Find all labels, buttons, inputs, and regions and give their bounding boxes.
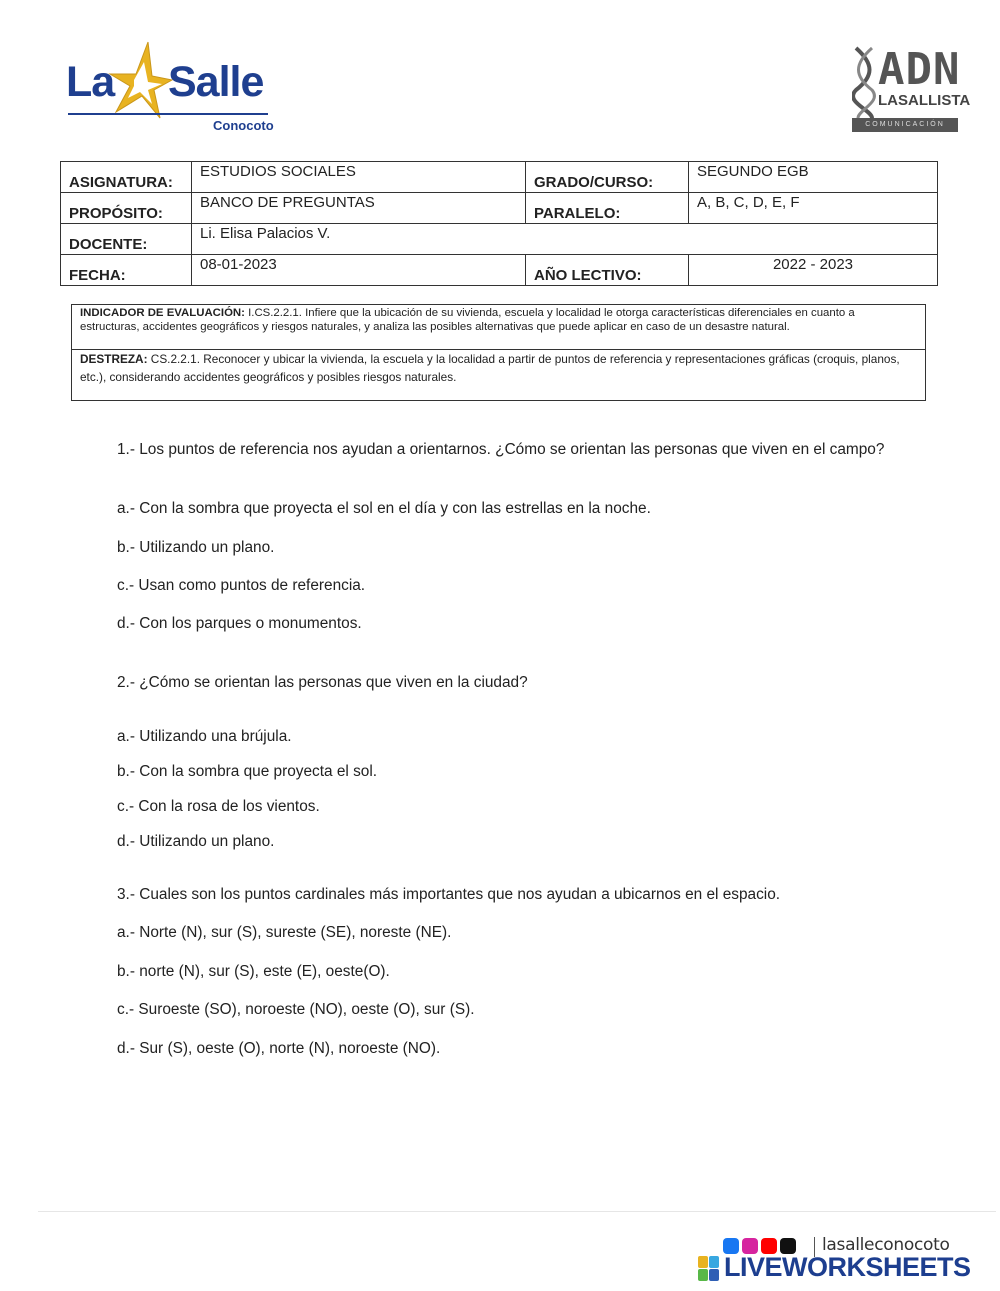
grado-label: GRADO/CURSO:	[526, 162, 689, 193]
anio-lectivo-label: AÑO LECTIVO:	[526, 255, 689, 286]
question-2-option-b[interactable]: b.- Con la sombra que proyecta el sol.	[117, 763, 378, 780]
question-2-prompt: 2.- ¿Cómo se orientan las personas que viven en la ciudad?	[117, 674, 528, 691]
course-info-table	[60, 161, 938, 286]
adn-text: ADN	[878, 44, 961, 95]
lasallista-text: LASALLISTA	[878, 92, 971, 109]
question-3-option-b[interactable]: b.- norte (N), sur (S), este (E), oeste(O).	[117, 963, 390, 980]
paralelo-value: A, B, C, D, E, F	[689, 193, 938, 224]
asignatura-value: ESTUDIOS SOCIALES	[192, 162, 526, 193]
paralelo-label: PARALELO:	[526, 193, 689, 224]
table-row	[61, 162, 938, 193]
proposito-value: BANCO DE PREGUNTAS	[192, 193, 526, 224]
comunicacion-band: COMUNICACIÓN	[852, 118, 958, 132]
table-row	[61, 255, 938, 286]
question-3-option-c[interactable]: c.- Suroeste (SO), noroeste (NO), oeste (O), sur (S).	[117, 1001, 475, 1018]
table-row	[61, 193, 938, 224]
dna-icon	[852, 46, 878, 120]
skill-label: DESTREZA:	[80, 352, 148, 366]
question-1-option-d[interactable]: d.- Con los parques o monumentos.	[117, 615, 362, 632]
table-row	[61, 224, 938, 255]
evaluation-indicator	[72, 305, 925, 350]
question-1-option-c[interactable]: c.- Usan como puntos de referencia.	[117, 577, 366, 594]
star-icon	[108, 40, 174, 120]
question-2-option-a[interactable]: a.- Utilizando una brújula.	[117, 728, 292, 745]
question-3-option-d[interactable]: d.- Sur (S), oeste (O), norte (N), noroeste (NO).	[117, 1040, 441, 1057]
fecha-value: 08-01-2023	[192, 255, 526, 286]
question-2-option-c[interactable]: c.- Con la rosa de los vientos.	[117, 798, 320, 815]
indicator-text: I.CS.2.2.1. Infiere que la ubicación de su vivienda, escuela y localidad le otorga características diferenciales en cuanto a estructuras, accidentes geográficos y riesgos naturales, y analiza las posibles alternativas que puede aplicar en caso de un desastre natural.	[80, 307, 855, 333]
question-3-prompt: 3.- Cuales son los puntos cardinales más importantes que nos ayudan a ubicarnos en el espacio.	[117, 886, 781, 903]
question-1-option-b[interactable]: b.- Utilizando un plano.	[117, 539, 275, 556]
question-1-prompt: 1.- Los puntos de referencia nos ayudan a orientarnos. ¿Cómo se orientan las personas que viven en el campo?	[117, 441, 885, 458]
skill-section	[72, 350, 925, 386]
indicator-label: INDICADOR DE EVALUACIÓN:	[80, 307, 245, 319]
grado-value: SEGUNDO EGB	[689, 162, 938, 193]
docente-value: Li. Elisa Palacios V.	[192, 224, 938, 255]
skill-text: CS.2.2.1. Reconocer y ubicar la vivienda, la escuela y la localidad a partir de puntos de referencia y representaciones gráficas (croquis, planos, etc.), considerando accidentes geográficos y posibles riesgos naturales.	[80, 352, 900, 384]
indicator-box	[71, 304, 926, 401]
asignatura-label: ASIGNATURA:	[61, 162, 192, 193]
logo-word-la: La	[66, 58, 115, 106]
fecha-label: FECHA:	[61, 255, 192, 286]
adn-logo	[848, 44, 971, 136]
docente-label: DOCENTE:	[61, 224, 192, 255]
logo-campus: Conocoto	[213, 118, 274, 133]
anio-lectivo-value: 2022 - 2023	[689, 255, 938, 286]
proposito-label: PROPÓSITO:	[61, 193, 192, 224]
question-3-option-a[interactable]: a.- Norte (N), sur (S), sureste (SE), noreste (NE).	[117, 924, 452, 941]
social-handle[interactable]: lasalleconocoto	[822, 1235, 950, 1255]
liveworksheets-badge-icon	[698, 1256, 720, 1282]
question-2-option-d[interactable]: d.- Utilizando un plano.	[117, 833, 275, 850]
school-logo	[66, 40, 281, 138]
footer-divider	[38, 1211, 996, 1212]
logo-underline	[68, 113, 268, 115]
liveworksheets-brand[interactable]: LIVEWORKSHEETS	[724, 1252, 971, 1282]
question-1-option-a[interactable]: a.- Con la sombra que proyecta el sol en el día y con las estrellas en la noche.	[117, 500, 651, 517]
logo-word-salle: Salle	[168, 58, 264, 106]
